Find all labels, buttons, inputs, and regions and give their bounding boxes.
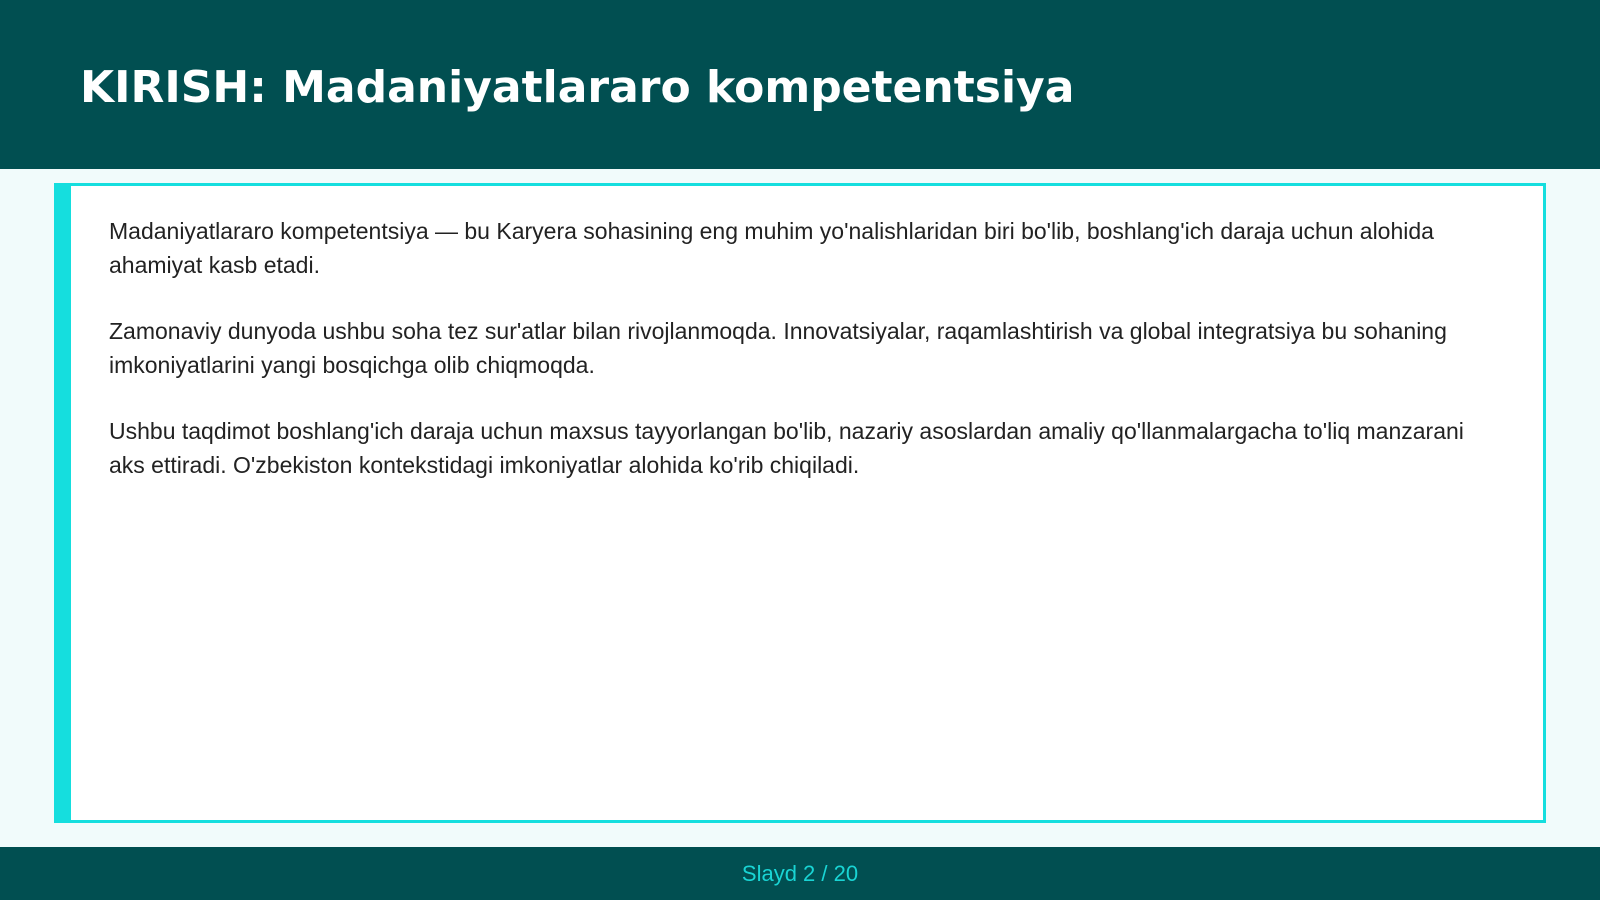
content-card	[54, 183, 1546, 823]
slide-footer	[0, 847, 1600, 900]
modern-development-paragraph: Zamonaviy dunyoda ushbu soha tez sur'atlar bilan rivojlanmoqda. Innovatsiyalar, raqamlashtirish va global integratsiya bu sohaning imkoniyatlarini yangi bosqichga olib chiqmoqda.	[109, 318, 1447, 378]
slide-counter: Slayd 2 / 20	[741, 861, 859, 886]
content-text	[109, 214, 1499, 514]
presentation-purpose-paragraph: Ushbu taqdimot boshlang'ich daraja uchun maxsus tayyorlangan bo'lib, nazariy asoslardan amaliy qo'llanmalargacha to'liq manzarani aks ettiradi. O'zbekiston kontekstidagi imkoniyatlar alohida ko'rib chiqiladi.	[109, 418, 1464, 478]
slide-header	[0, 0, 1600, 169]
slide-title: KIRISH: Madaniyatlararo kompetentsiya	[80, 62, 1075, 113]
intro-paragraph: Madaniyatlararo kompetentsiya — bu Karyera sohasining eng muhim yo'nalishlaridan biri bo'lib, boshlang'ich daraja uchun alohida ahamiyat kasb etadi.	[109, 218, 1434, 278]
